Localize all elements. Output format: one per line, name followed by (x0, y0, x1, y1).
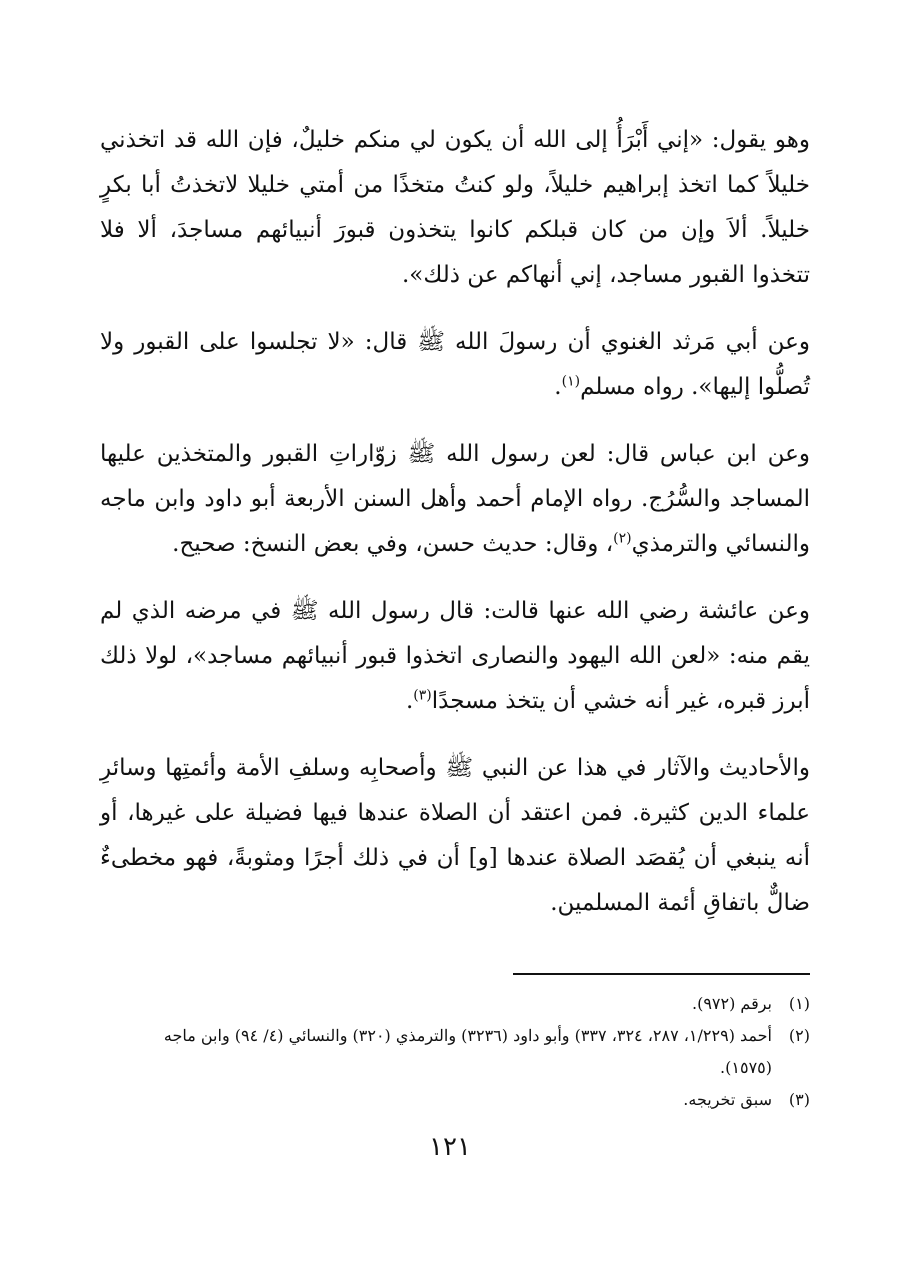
paragraph-4 (100, 589, 810, 724)
paragraph-5 (100, 746, 810, 926)
paragraph-2-after: . (554, 374, 562, 400)
main-text (100, 118, 810, 948)
paragraph-4-text: وعن عائشة رضي الله عنها قالت: قال رسول الله ﷺ في مرضه الذي لم يقم منه: «لعن الله اليهود والنصارى اتخذوا قبور أنبيائهم مساجد»، لولا ذلك أبرز قبره، غير أنه خشي أن يتخذ مسجدًا (100, 598, 810, 714)
footnote-text: سبق تخريجه. (683, 1090, 772, 1109)
paragraph-1-text: وهو يقول: «إني أَبْرَأُ إلى الله أن يكون لي منكم خليلٌ، فإن الله قد اتخذني خليلاً كما اتخذ إبراهيم خليلاً، ولو كنتُ متخذًا من أمتي خليلا لاتخذتُ أبا بكرٍ خليلاً. ألاَ وإن من كان قبلكم كانوا يتخذون قبورَ أنبيائهم مساجدَ، ألا فلا تتخذوا القبور مساجد، إني أنهاكم عن ذلك». (100, 127, 810, 288)
footnote-number: (٣) (788, 1090, 810, 1109)
paragraph-1 (100, 118, 810, 298)
page-number: ١٢١ (429, 1132, 471, 1162)
paragraph-2-text: وعن أبي مَرثد الغنوي أن رسولَ الله ﷺ قال: «لا تجلسوا على القبور ولا تُصلُّوا إليها». رواه مسلم (100, 329, 810, 400)
paragraph-2 (100, 320, 810, 410)
footnote-text: أحمد (١/٢٢٩، ٢٨٧، ٣٢٤، ٣٣٧) وأبو داود (٣٢٣٦) والترمذي (٣٢٠) والنسائي (٤/ ٩٤) وابن ماجه (١٥٧٥). (163, 1026, 772, 1077)
paragraph-3-text: وعن ابن عباس قال: لعن رسول الله ﷺ زوّاراتِ القبور والمتخذين عليها المساجد والسُّرُج. رواه الإمام أحمد وأهل السنن الأربعة أبو داود وابن ماجه والنسائي والترمذي (100, 441, 810, 557)
footnote-separator (513, 973, 810, 975)
paragraph-5-text: والأحاديث والآثار في هذا عن النبي ﷺ وأصحابِه وسلفِ الأمة وأئمتِها وسائرِ علماء الدين كثيرة. فمن اعتقد أن الصلاة عندها فيها فضيلة على غيرها، أو أنه ينبغي أن يُقصَد الصلاة عندها [و] أن في ذلك أجرًا ومثوبةً، فهو مخطىءٌ ضالٌّ باتفاقِ أئمة المسلمين. (100, 755, 810, 916)
paragraph-3 (100, 432, 810, 567)
footnote-number: (١) (788, 994, 810, 1013)
paragraph-3-after: ، وقال: حديث حسن، وفي بعض النسخ: صحيح. (172, 531, 614, 557)
paragraph-4-after: . (405, 688, 414, 714)
footnote-ref-3[interactable]: (٣) (413, 687, 432, 704)
footnote-ref-1[interactable]: (١) (561, 373, 581, 390)
footnote-ref-2[interactable]: (٢) (613, 530, 632, 547)
footnote-1 (110, 988, 810, 1020)
footnote-3 (110, 1084, 810, 1116)
footnote-text: برقم (٩٧٢). (691, 994, 772, 1013)
footnotes (110, 988, 810, 1116)
footnote-number: (٢) (788, 1026, 810, 1045)
footnote-2 (110, 1020, 810, 1084)
